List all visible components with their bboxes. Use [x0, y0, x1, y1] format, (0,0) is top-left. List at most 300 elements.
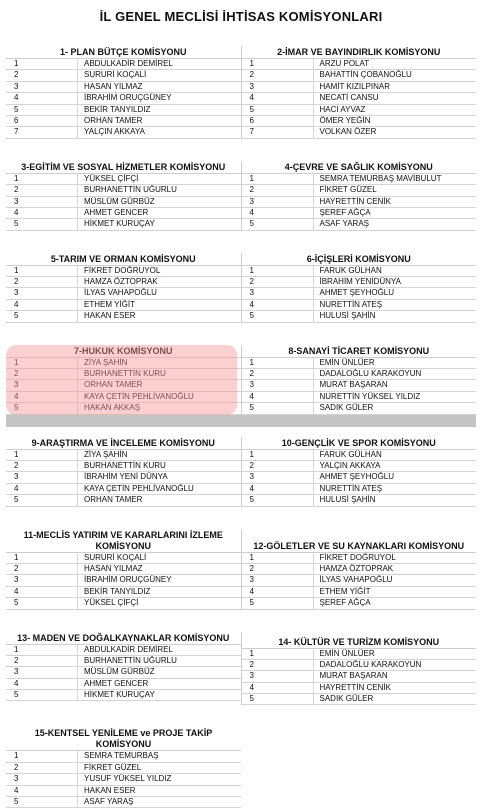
- member-row: [6, 277, 241, 288]
- member-row: [242, 660, 477, 671]
- left-column: [6, 253, 242, 323]
- member-number: 5: [6, 598, 78, 608]
- member-row: [6, 185, 241, 196]
- committee-block: [6, 46, 241, 139]
- member-number: 3: [6, 575, 78, 585]
- member-name: BEKİR TANYILDIZ: [84, 586, 151, 596]
- committee-block: [6, 437, 241, 507]
- committee-title-text: 14- KÜLTÜR VE TURİZM KOMİSYONU: [278, 636, 440, 647]
- member-row: [242, 174, 477, 185]
- member-number: 3: [242, 575, 314, 585]
- member-name: AHMET ŞEYHOĞLU: [319, 288, 395, 298]
- member-number: 1: [242, 266, 314, 276]
- member-number: 6: [242, 116, 314, 126]
- member-name: İBRAHİM YENİ DÜNYA: [84, 472, 168, 482]
- left-column: [6, 632, 242, 706]
- member-row: [6, 564, 241, 575]
- member-name: İBRAHİM ORUÇGÜNEY: [84, 575, 172, 585]
- member-number: 3: [6, 472, 78, 482]
- member-name: KAYA ÇETİN PEHLİVANOĞLU: [84, 483, 194, 493]
- member-number: 5: [6, 495, 78, 505]
- member-name: MÜSLÜM GÜRBÜZ: [84, 196, 155, 206]
- member-row: [6, 219, 241, 230]
- committee-block: [242, 636, 477, 706]
- member-row: [6, 690, 241, 701]
- member-row: [6, 266, 241, 277]
- member-number: 2: [242, 564, 314, 574]
- member-number: 4: [6, 392, 78, 402]
- committee-title-text: 7-HUKUK KOMİSYONU: [73, 345, 173, 356]
- committee-title-text: 1- PLAN BÜTÇE KOMİSYONU: [59, 47, 187, 57]
- member-row: [242, 127, 477, 138]
- member-row: [242, 185, 477, 196]
- member-number: 1: [6, 358, 78, 368]
- member-name: HAYRETTİN CENİK: [319, 196, 391, 206]
- committee-row: [6, 345, 476, 415]
- committee-title: [6, 632, 241, 645]
- member-number: 3: [242, 197, 314, 207]
- member-name: ŞEREF AĞÇA: [319, 207, 371, 217]
- committee-title-text: 6-İÇİŞLERİ KOMİSYONU: [306, 253, 411, 264]
- member-number: 4: [242, 93, 314, 103]
- member-name: HAKAN ESER: [84, 311, 136, 321]
- left-column: [6, 345, 242, 415]
- member-number: 2: [242, 369, 314, 379]
- member-name: EMİN ÜNLÜER: [319, 357, 375, 367]
- member-name: HAYRETTİN CENİK: [319, 682, 391, 692]
- committee-row: [6, 437, 476, 507]
- committee-title-text: 10-GENÇLİK VE SPOR KOMİSYONU: [281, 437, 436, 448]
- committee-row: [6, 161, 476, 231]
- member-row: [242, 495, 477, 506]
- member-name: VOLKAN ÖZER: [319, 127, 377, 137]
- member-number: 3: [6, 197, 78, 207]
- member-number: 2: [6, 763, 78, 773]
- member-name: BURHANETTİN KURU: [84, 460, 166, 470]
- member-number: 2: [242, 185, 314, 195]
- member-number: 2: [242, 277, 314, 287]
- member-row: [242, 671, 477, 682]
- member-name: HASAN YILMAZ: [84, 563, 143, 573]
- committee-title-text: 3-EGİTİM VE SOSYAL HİZMETLER KOMİSYONU: [21, 161, 226, 172]
- member-number: 4: [242, 484, 314, 494]
- member-row: [6, 311, 241, 322]
- member-name: ÖMER YEĞİN: [319, 115, 371, 125]
- right-column: [242, 345, 477, 415]
- member-row: [242, 484, 477, 495]
- committee-block: [242, 253, 477, 323]
- committee-block: [242, 46, 477, 139]
- committee-block: [242, 345, 477, 415]
- member-row: [6, 461, 241, 472]
- member-number: 2: [6, 277, 78, 287]
- member-row: [242, 694, 477, 705]
- member-number: 5: [242, 694, 314, 704]
- member-number: 1: [6, 266, 78, 276]
- committee-row: [6, 632, 476, 706]
- member-number: 2: [6, 369, 78, 379]
- committee-title: [242, 253, 477, 266]
- committee-title: [242, 161, 477, 174]
- member-name: HİKMET KURUÇAY: [84, 219, 155, 229]
- member-name: YALÇIN AKKAYA: [319, 460, 381, 470]
- committee-block: [6, 529, 241, 610]
- member-row: [242, 219, 477, 230]
- member-number: 2: [242, 461, 314, 471]
- member-name: AHMET GENCER: [84, 678, 149, 688]
- member-number: 3: [242, 288, 314, 298]
- committee-block: [6, 345, 241, 415]
- member-row: [6, 484, 241, 495]
- member-row: [6, 59, 241, 70]
- member-name: BURHANETTİN UĞURLU: [84, 185, 177, 195]
- member-number: 1: [6, 751, 78, 761]
- member-name: SURURİ KOÇALİ: [84, 552, 147, 562]
- member-row: [242, 450, 477, 461]
- member-number: 4: [242, 300, 314, 310]
- member-name: BEKİR TANYILDIZ: [84, 104, 151, 114]
- member-row: [6, 116, 241, 127]
- member-name: ASAF YARAŞ: [84, 797, 134, 807]
- member-row: [242, 587, 477, 598]
- committee-row: [6, 46, 476, 139]
- committee-grid: [6, 46, 476, 808]
- member-row: [242, 208, 477, 219]
- left-column: [6, 437, 242, 507]
- member-name: ETHEM YİĞİT: [319, 586, 371, 596]
- member-number: 1: [6, 59, 78, 69]
- member-name: ABDULKADİR DEMİREL: [84, 59, 173, 68]
- member-name: YUSUF YÜKSEL YILDIZ: [84, 774, 172, 784]
- committee-title-text: 15-KENTSEL YENİLEME ve PROJE TAKİP KOMİSYONU: [34, 728, 213, 750]
- member-row: [6, 82, 241, 93]
- committee-title: [242, 529, 477, 553]
- member-number: 1: [242, 174, 314, 184]
- member-name: MURAT BAŞARAN: [319, 380, 388, 390]
- member-name: İBRAHİM YENİDÜNYA: [319, 277, 401, 287]
- member-number: 1: [242, 649, 314, 659]
- committee-block: [6, 253, 241, 323]
- member-number: 3: [242, 472, 314, 482]
- member-name: ORHAN TAMER: [84, 495, 143, 505]
- member-number: 2: [242, 70, 314, 80]
- right-column: [242, 46, 477, 139]
- committee-title-text: 9-ARAŞTIRMA VE İNCELEME KOMİSYONU: [31, 437, 215, 448]
- member-row: [6, 763, 241, 774]
- member-name: BURHANETTİN UĞURLU: [84, 655, 177, 665]
- member-name: HASAN YILMAZ: [84, 81, 143, 91]
- row-spacer: [6, 323, 476, 345]
- member-number: 4: [6, 587, 78, 597]
- committee-block: [6, 727, 241, 808]
- member-name: ORHAN TAMER: [84, 380, 143, 390]
- member-name: HACI AYVAZ: [319, 104, 366, 114]
- member-row: [6, 174, 241, 185]
- member-name: FİKRET GÜZEL: [84, 762, 142, 772]
- committee-title-text: 4-ÇEVRE VE SAĞLIK KOMİSYONU: [284, 161, 433, 172]
- member-row: [6, 553, 241, 564]
- member-number: 7: [6, 127, 78, 137]
- member-number: 2: [6, 461, 78, 471]
- member-number: 3: [6, 82, 78, 92]
- member-row: [242, 82, 477, 93]
- left-column: [6, 161, 242, 231]
- member-row: [6, 208, 241, 219]
- member-name: MÜSLÜM GÜRBÜZ: [84, 667, 155, 677]
- member-name: HİKMET KURUÇAY: [84, 690, 155, 700]
- committee-title-text: 12-GÖLETLER VE SU KAYNAKLARI KOMİSYONU: [253, 540, 465, 551]
- member-row: [6, 392, 241, 403]
- member-name: ARZU POLAT: [319, 59, 370, 68]
- member-name: FARUK GÜLHAN: [319, 265, 382, 275]
- member-number: 5: [6, 403, 78, 413]
- member-row: [242, 300, 477, 311]
- member-name: NURETTİN ATEŞ: [319, 299, 383, 309]
- member-row: [242, 277, 477, 288]
- right-column: [242, 632, 477, 706]
- member-number: 5: [6, 219, 78, 229]
- document-page: [6, 4, 476, 808]
- member-name: HAMİT KIZILPINAR: [319, 81, 391, 91]
- member-row: [6, 495, 241, 506]
- member-row: [242, 116, 477, 127]
- member-row: [6, 105, 241, 116]
- member-number: 3: [6, 667, 78, 677]
- member-number: 2: [6, 185, 78, 195]
- member-number: 2: [6, 656, 78, 666]
- member-name: DADALOĞLU KARAKOYUN: [319, 369, 422, 379]
- member-number: 1: [6, 645, 78, 655]
- member-row: [6, 93, 241, 104]
- member-name: FİKRET DOĞRUYOL: [319, 552, 396, 562]
- member-name: BAHATTİN ÇOBANOĞLU: [319, 70, 412, 80]
- member-number: 1: [242, 59, 314, 69]
- member-row: [6, 358, 241, 369]
- member-name: NURETTİN ATEŞ: [319, 483, 383, 493]
- page-title: İL GENEL MECLİSİ İHTİSAS KOMİSYONLARI: [99, 9, 383, 24]
- member-number: 2: [6, 70, 78, 80]
- member-row: [242, 358, 477, 369]
- row-spacer: [6, 231, 476, 253]
- member-number: 4: [6, 786, 78, 796]
- member-row: [6, 575, 241, 586]
- member-name: ŞEREF AĞÇA: [319, 598, 371, 608]
- left-column: [6, 529, 242, 610]
- member-row: [6, 127, 241, 138]
- member-number: 5: [6, 311, 78, 321]
- member-name: İBRAHİM ORUÇGÜNEY: [84, 93, 172, 103]
- member-number: 5: [242, 105, 314, 115]
- committee-block: [242, 161, 477, 231]
- committee-title: [242, 345, 477, 358]
- committee-row: [6, 727, 476, 808]
- committee-title: [6, 437, 241, 450]
- right-column: [242, 161, 477, 231]
- member-name: HAMZA ÖZTOPRAK: [84, 277, 158, 287]
- committee-title-text: 2-İMAR VE BAYINDIRLIK KOMİSYONU: [277, 47, 441, 57]
- member-name: SEMRA TEMURBAŞ MAVİBULUT: [319, 173, 442, 183]
- committee-title-text: 13- MADEN VE DOĞALKAYNAKLAR KOMİSYONU: [17, 632, 230, 643]
- member-row: [242, 575, 477, 586]
- member-number: 5: [242, 403, 314, 413]
- empty-grid: [241, 727, 476, 808]
- member-row: [242, 649, 477, 660]
- committee-title-text: 5-TARIM VE ORMAN KOMİSYONU: [50, 253, 196, 264]
- member-row: [242, 380, 477, 391]
- member-row: [242, 369, 477, 380]
- member-number: 4: [242, 208, 314, 218]
- member-row: [6, 380, 241, 391]
- member-number: 7: [242, 127, 314, 137]
- member-number: 5: [6, 690, 78, 700]
- member-number: 5: [242, 219, 314, 229]
- member-number: 1: [6, 450, 78, 460]
- member-row: [242, 683, 477, 694]
- row-spacer: [6, 139, 476, 161]
- member-name: ZİYA ŞAHİN: [84, 449, 128, 459]
- member-name: FİKRET GÜZEL: [319, 185, 377, 195]
- left-column: [6, 46, 242, 139]
- committee-block: [242, 529, 477, 610]
- member-row: [242, 288, 477, 299]
- member-number: 2: [242, 660, 314, 670]
- member-row: [6, 774, 241, 785]
- committee-block: [6, 161, 241, 231]
- member-row: [242, 472, 477, 483]
- member-row: [6, 797, 241, 808]
- member-number: 1: [242, 553, 314, 563]
- member-name: EMİN ÜNLÜER: [319, 648, 375, 658]
- committee-block: [242, 437, 477, 507]
- right-column: [242, 253, 477, 323]
- member-number: 4: [6, 679, 78, 689]
- member-row: [6, 667, 241, 678]
- member-number: 1: [242, 450, 314, 460]
- member-row: [242, 392, 477, 403]
- member-number: 4: [6, 208, 78, 218]
- member-name: HAMZA ÖZTOPRAK: [319, 563, 394, 573]
- member-number: 5: [242, 598, 314, 608]
- committee-title: [242, 636, 477, 649]
- member-name: MURAT BAŞARAN: [319, 671, 388, 681]
- committee-title: [6, 727, 241, 751]
- member-row: [242, 197, 477, 208]
- member-row: [6, 598, 241, 609]
- member-row: [6, 472, 241, 483]
- member-row: [6, 369, 241, 380]
- member-name: ZİYA ŞAHİN: [84, 357, 128, 367]
- member-row: [242, 59, 477, 70]
- member-number: 3: [242, 82, 314, 92]
- row-spacer: [6, 507, 476, 529]
- member-number: 3: [6, 380, 78, 390]
- member-number: 1: [6, 174, 78, 184]
- left-column: [6, 727, 241, 808]
- member-number: 5: [242, 311, 314, 321]
- member-name: YÜKSEL ÇİFÇİ: [84, 598, 139, 608]
- member-row: [6, 587, 241, 598]
- member-number: 5: [6, 797, 78, 807]
- member-row: [6, 656, 241, 667]
- row-spacer: [6, 705, 476, 727]
- member-name: FARUK GÜLHAN: [319, 449, 382, 459]
- member-row: [242, 403, 477, 414]
- member-number: 5: [242, 495, 314, 505]
- member-name: YALÇIN AKKAYA: [84, 127, 145, 137]
- member-name: ASAF YARAŞ: [319, 219, 369, 229]
- member-number: 1: [242, 358, 314, 368]
- committee-title: [6, 161, 241, 174]
- member-row: [242, 598, 477, 609]
- member-name: YÜKSEL ÇİFÇİ: [84, 173, 139, 183]
- member-name: DADALOĞLU KARAKOYUN: [319, 659, 422, 669]
- member-row: [6, 450, 241, 461]
- member-name: HULUSİ ŞAHİN: [319, 311, 376, 321]
- member-row: [242, 553, 477, 564]
- member-row: [242, 105, 477, 116]
- member-number: 2: [6, 564, 78, 574]
- member-name: HAKAN ESER: [84, 785, 136, 795]
- member-name: NECATİ CANSU: [319, 93, 379, 103]
- member-row: [242, 311, 477, 322]
- member-name: HAKAN AKKAŞ: [84, 403, 141, 413]
- member-row: [242, 93, 477, 104]
- separator-bar: [6, 415, 476, 427]
- committee-title: [6, 529, 241, 553]
- member-number: 5: [6, 105, 78, 115]
- member-name: KAYA ÇETİN PEHLİVANOĞLU: [84, 391, 194, 401]
- member-row: [6, 679, 241, 690]
- member-row: [6, 751, 241, 762]
- committee-title: [6, 345, 241, 358]
- member-row: [242, 266, 477, 277]
- member-name: SADIK GÜLER: [319, 694, 374, 704]
- committee-row: [6, 529, 476, 610]
- member-name: İLYAS VAHAPOĞLU: [319, 575, 393, 585]
- member-row: [242, 564, 477, 575]
- committee-title: [242, 437, 477, 450]
- member-number: 3: [242, 380, 314, 390]
- committee-title: [6, 46, 241, 59]
- member-name: ORHAN TAMER: [84, 115, 143, 125]
- member-name: SURURİ KOÇALİ: [84, 70, 147, 80]
- member-number: 3: [6, 288, 78, 298]
- member-name: FİKRET DOĞRUYOL: [84, 265, 161, 275]
- member-name: SEMRA TEMURBAŞ: [84, 751, 159, 761]
- member-name: İLYAS VAHAPOĞLU: [84, 288, 157, 298]
- right-column: [241, 727, 476, 808]
- member-number: 4: [6, 93, 78, 103]
- member-name: AHMET GENCER: [84, 207, 149, 217]
- committee-title-text: 11-MECLİS YATIRIM VE KARARLARINI İZLEME KOMİSYONU: [23, 529, 223, 551]
- member-name: AHMET ŞEYHOĞLU: [319, 472, 395, 482]
- member-row: [6, 786, 241, 797]
- member-number: 4: [6, 300, 78, 310]
- member-number: 3: [6, 774, 78, 784]
- member-row: [6, 70, 241, 81]
- right-column: [242, 437, 477, 507]
- member-row: [6, 288, 241, 299]
- member-number: 4: [242, 683, 314, 693]
- member-name: BURHANETTİN KURU: [84, 369, 166, 379]
- committee-block: [6, 632, 241, 702]
- member-name: NURETTİN YÜKSEL YILDIZ: [319, 391, 421, 401]
- committee-title-text: 8-SANAYİ TİCARET KOMİSYONU: [288, 345, 430, 356]
- member-name: ABDULKADİR DEMİREL: [84, 644, 173, 654]
- right-column: [242, 529, 477, 610]
- committee-title: [242, 46, 477, 59]
- member-row: [242, 70, 477, 81]
